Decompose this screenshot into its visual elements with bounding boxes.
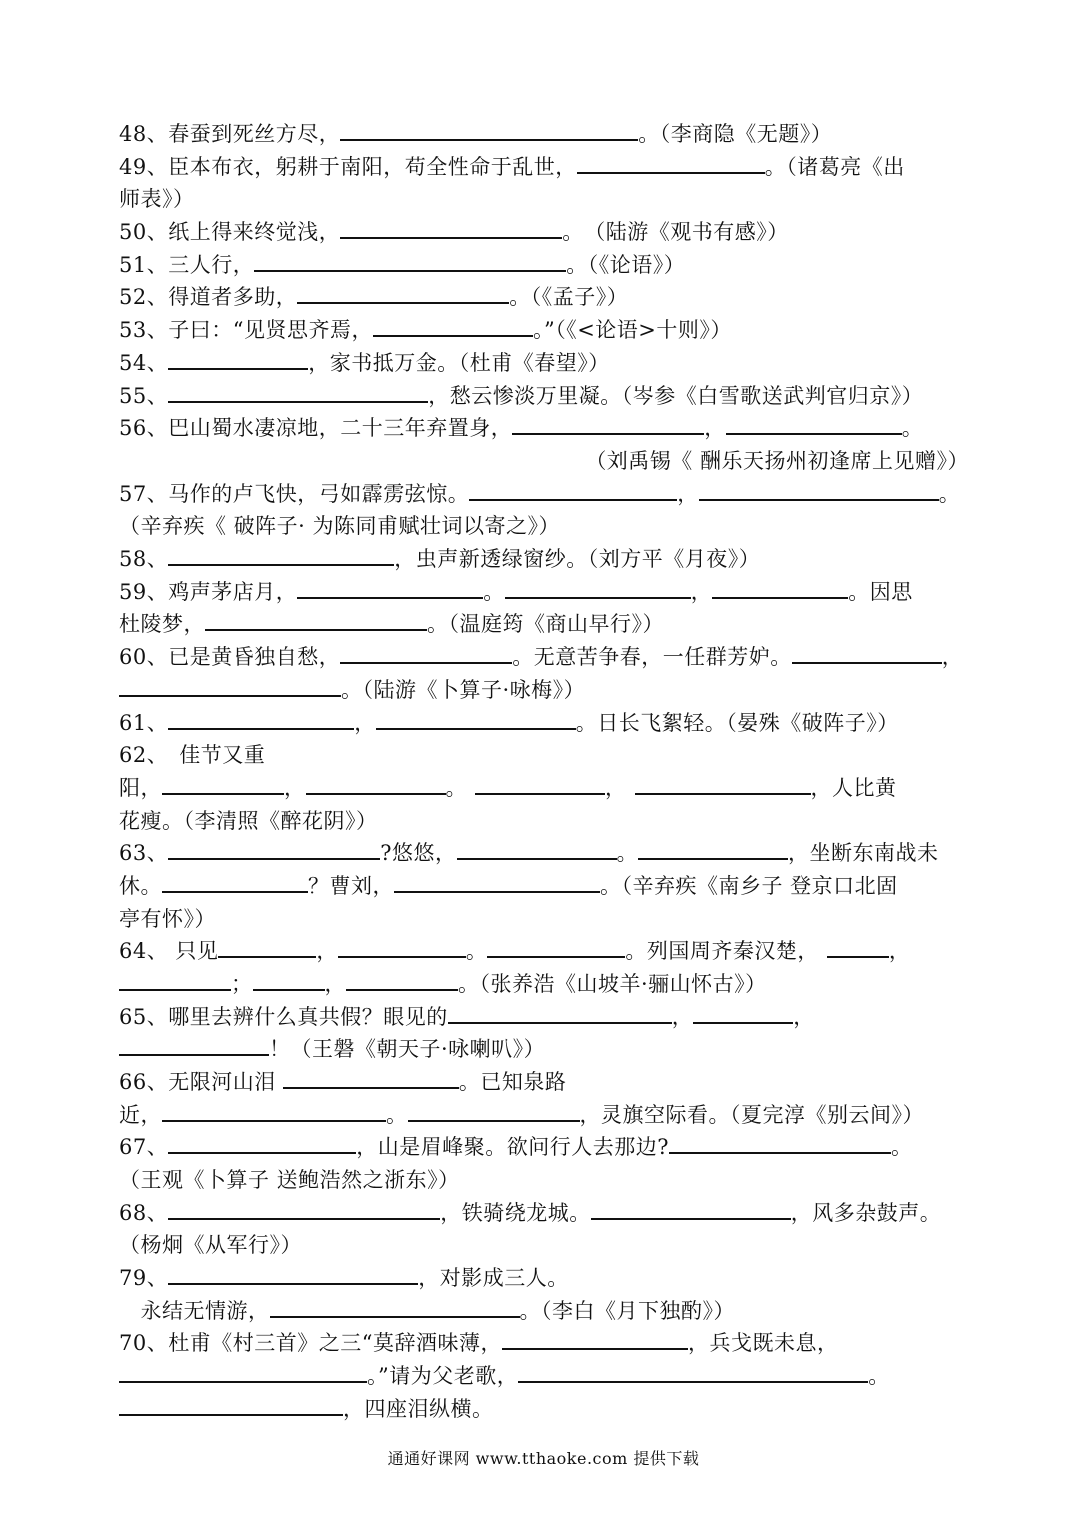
blank[interactable] [340,642,512,664]
blank[interactable] [376,708,576,730]
blank[interactable] [577,152,765,174]
blank[interactable] [168,1263,418,1285]
blank[interactable] [338,936,466,958]
item-65: 65、哪里去辨什么真共假？眼见的 ， ， [119,1001,979,1033]
blank[interactable] [712,577,848,599]
item-54: 54、 ，家书抵万金。（杜甫《春望》） [119,347,979,379]
blank[interactable] [119,675,341,697]
blank[interactable] [726,413,902,435]
item-56-source: （刘禹锡《 酬乐天扬州初逢席上见赠》） [585,449,969,473]
blank[interactable] [253,969,325,991]
item-59: 59、鸡声茅店月， 。 ， 。因思 [119,576,979,608]
item-63: 63、 ?悠悠， 。 ，坐断东南战未 [119,837,979,869]
blank[interactable] [792,642,942,664]
blank[interactable] [502,1328,688,1350]
item-64: 64、 只见 ， 。 。列国周齐秦汉楚， ， [119,935,979,967]
blank[interactable] [270,1296,520,1318]
item-79: 79、 ，对影成三人。 [119,1262,979,1294]
item-66: 66、无限河山泪 。已知泉路 [119,1066,979,1098]
blank[interactable] [827,936,889,958]
blank[interactable] [254,250,566,272]
blank[interactable] [297,282,509,304]
blank[interactable] [487,936,625,958]
blank[interactable] [457,838,617,860]
item-56: 56、巴山蜀水凄凉地，二十三年弃置身， ， 。 [119,412,979,444]
blank[interactable] [168,1132,356,1154]
blank[interactable] [340,119,638,141]
blank[interactable] [162,1100,386,1122]
item-70-end: ，四座泪纵横。 [119,1393,979,1425]
blank[interactable] [669,1132,891,1154]
item-62-line: 阳， ， 。 ， ，人比黄 [119,772,979,804]
blank[interactable] [119,1394,343,1416]
blank[interactable] [168,1198,440,1220]
item-63-cont: 休。 ？曹刘， 。（辛弃疾《南乡子 登京口北固 [119,870,979,902]
item-48: 48、春蚕到死丝方尽， 。（李商隐《无题》） [119,118,979,150]
blank[interactable] [699,479,939,501]
item-60: 60、已是黄昏独自愁， 。无意苦争春，一任群芳妒。 ， [119,641,979,673]
item-68-source: （杨炯《从军行》） [119,1233,302,1257]
blank[interactable] [119,969,231,991]
blank[interactable] [408,1100,580,1122]
item-66-cont: 近， 。 ，灵旗空际看。（夏完淳《别云间》） [119,1099,979,1131]
blank[interactable] [162,871,308,893]
footer-credit: 通通好课网 www.tthaoke.com 提供下载 [387,1449,700,1468]
blank[interactable] [512,413,704,435]
blank[interactable] [346,969,458,991]
item-50: 50、纸上得来终觉浅， 。 （陆游《观书有感》） [119,216,979,248]
item-61: 61、 ， 。日长飞絮轻。（晏殊《破阵子》） [119,707,979,739]
item-55: 55、 ，愁云惨淡万里凝。（岑参《白雪歌送武判官归京》） [119,380,979,412]
blank[interactable] [448,1002,672,1024]
item-60-cont: 。（陆游《卜算子·咏梅》） [119,674,979,706]
item-62-source: 花瘦。（李清照《醉花阴》） [119,809,378,833]
blank[interactable] [373,315,533,337]
blank[interactable] [119,1361,367,1383]
blank[interactable] [591,1198,791,1220]
item-63-source: 亭有怀》） [119,907,216,931]
blank[interactable] [297,577,483,599]
item-57: 57、马作的卢飞快，弓如霹雳弦惊。 ， 。 [119,478,979,510]
blank[interactable] [638,838,788,860]
item-70: 70、杜甫《村三首》之三“莫辞酒味薄， ，兵戈既未息， [119,1327,979,1359]
blank[interactable] [168,708,354,730]
blank[interactable] [635,773,811,795]
item-64-cont: ； ， 。（张养浩《山坡羊·骊山怀古》） [119,968,979,1000]
blank[interactable] [162,773,284,795]
blank[interactable] [168,838,380,860]
item-52: 52、得道者多助， 。（《孟子》） [119,281,979,313]
item-62: 62、 佳节又重 [119,743,266,767]
blank[interactable] [469,479,677,501]
blank[interactable] [340,217,562,239]
item-65-cont: ！（王磐《朝天子·咏喇叭》） [119,1033,979,1065]
blank[interactable] [505,577,691,599]
item-49: 49、臣本布衣，躬耕于南阳，苟全性命于乱世， 。（诸葛亮《出 [119,151,979,183]
item-67: 67、 ，山是眉峰聚。欲问行人去那边? 。 [119,1131,979,1163]
blank[interactable] [306,773,446,795]
item-79-cont: 永结无情游， 。（李白《月下独酌》） [119,1295,979,1327]
item-53: 53、子曰：“见贤思齐焉， 。”（《<论语>十则》） [119,314,979,346]
blank[interactable] [394,871,600,893]
item-58: 58、 ，虫声新透绿窗纱。（刘方平《月夜》） [119,543,979,575]
item-68: 68、 ，铁骑绕龙城。 ，风多杂鼓声。 [119,1197,979,1229]
blank[interactable] [119,1034,269,1056]
blank[interactable] [693,1002,793,1024]
blank[interactable] [518,1361,868,1383]
blank[interactable] [218,936,316,958]
item-67-source: （王观《卜算子 送鲍浩然之浙东》） [119,1168,460,1192]
blank[interactable] [283,1067,459,1089]
item-59-cont: 杜陵梦， 。（温庭筠《商山早行》） [119,608,979,640]
item-51: 51、三人行， 。（《论语》） [119,249,979,281]
item-57-source: （辛弃疾《 破阵子· 为陈同甫赋壮词以寄之》） [119,514,561,538]
item-70-cont: 。”请为父老歌， 。 [119,1360,979,1392]
blank[interactable] [205,609,427,631]
blank[interactable] [168,544,394,566]
blank[interactable] [475,773,605,795]
blank[interactable] [168,381,428,403]
item-49-cont: 师表》） [119,187,195,211]
blank[interactable] [168,348,308,370]
